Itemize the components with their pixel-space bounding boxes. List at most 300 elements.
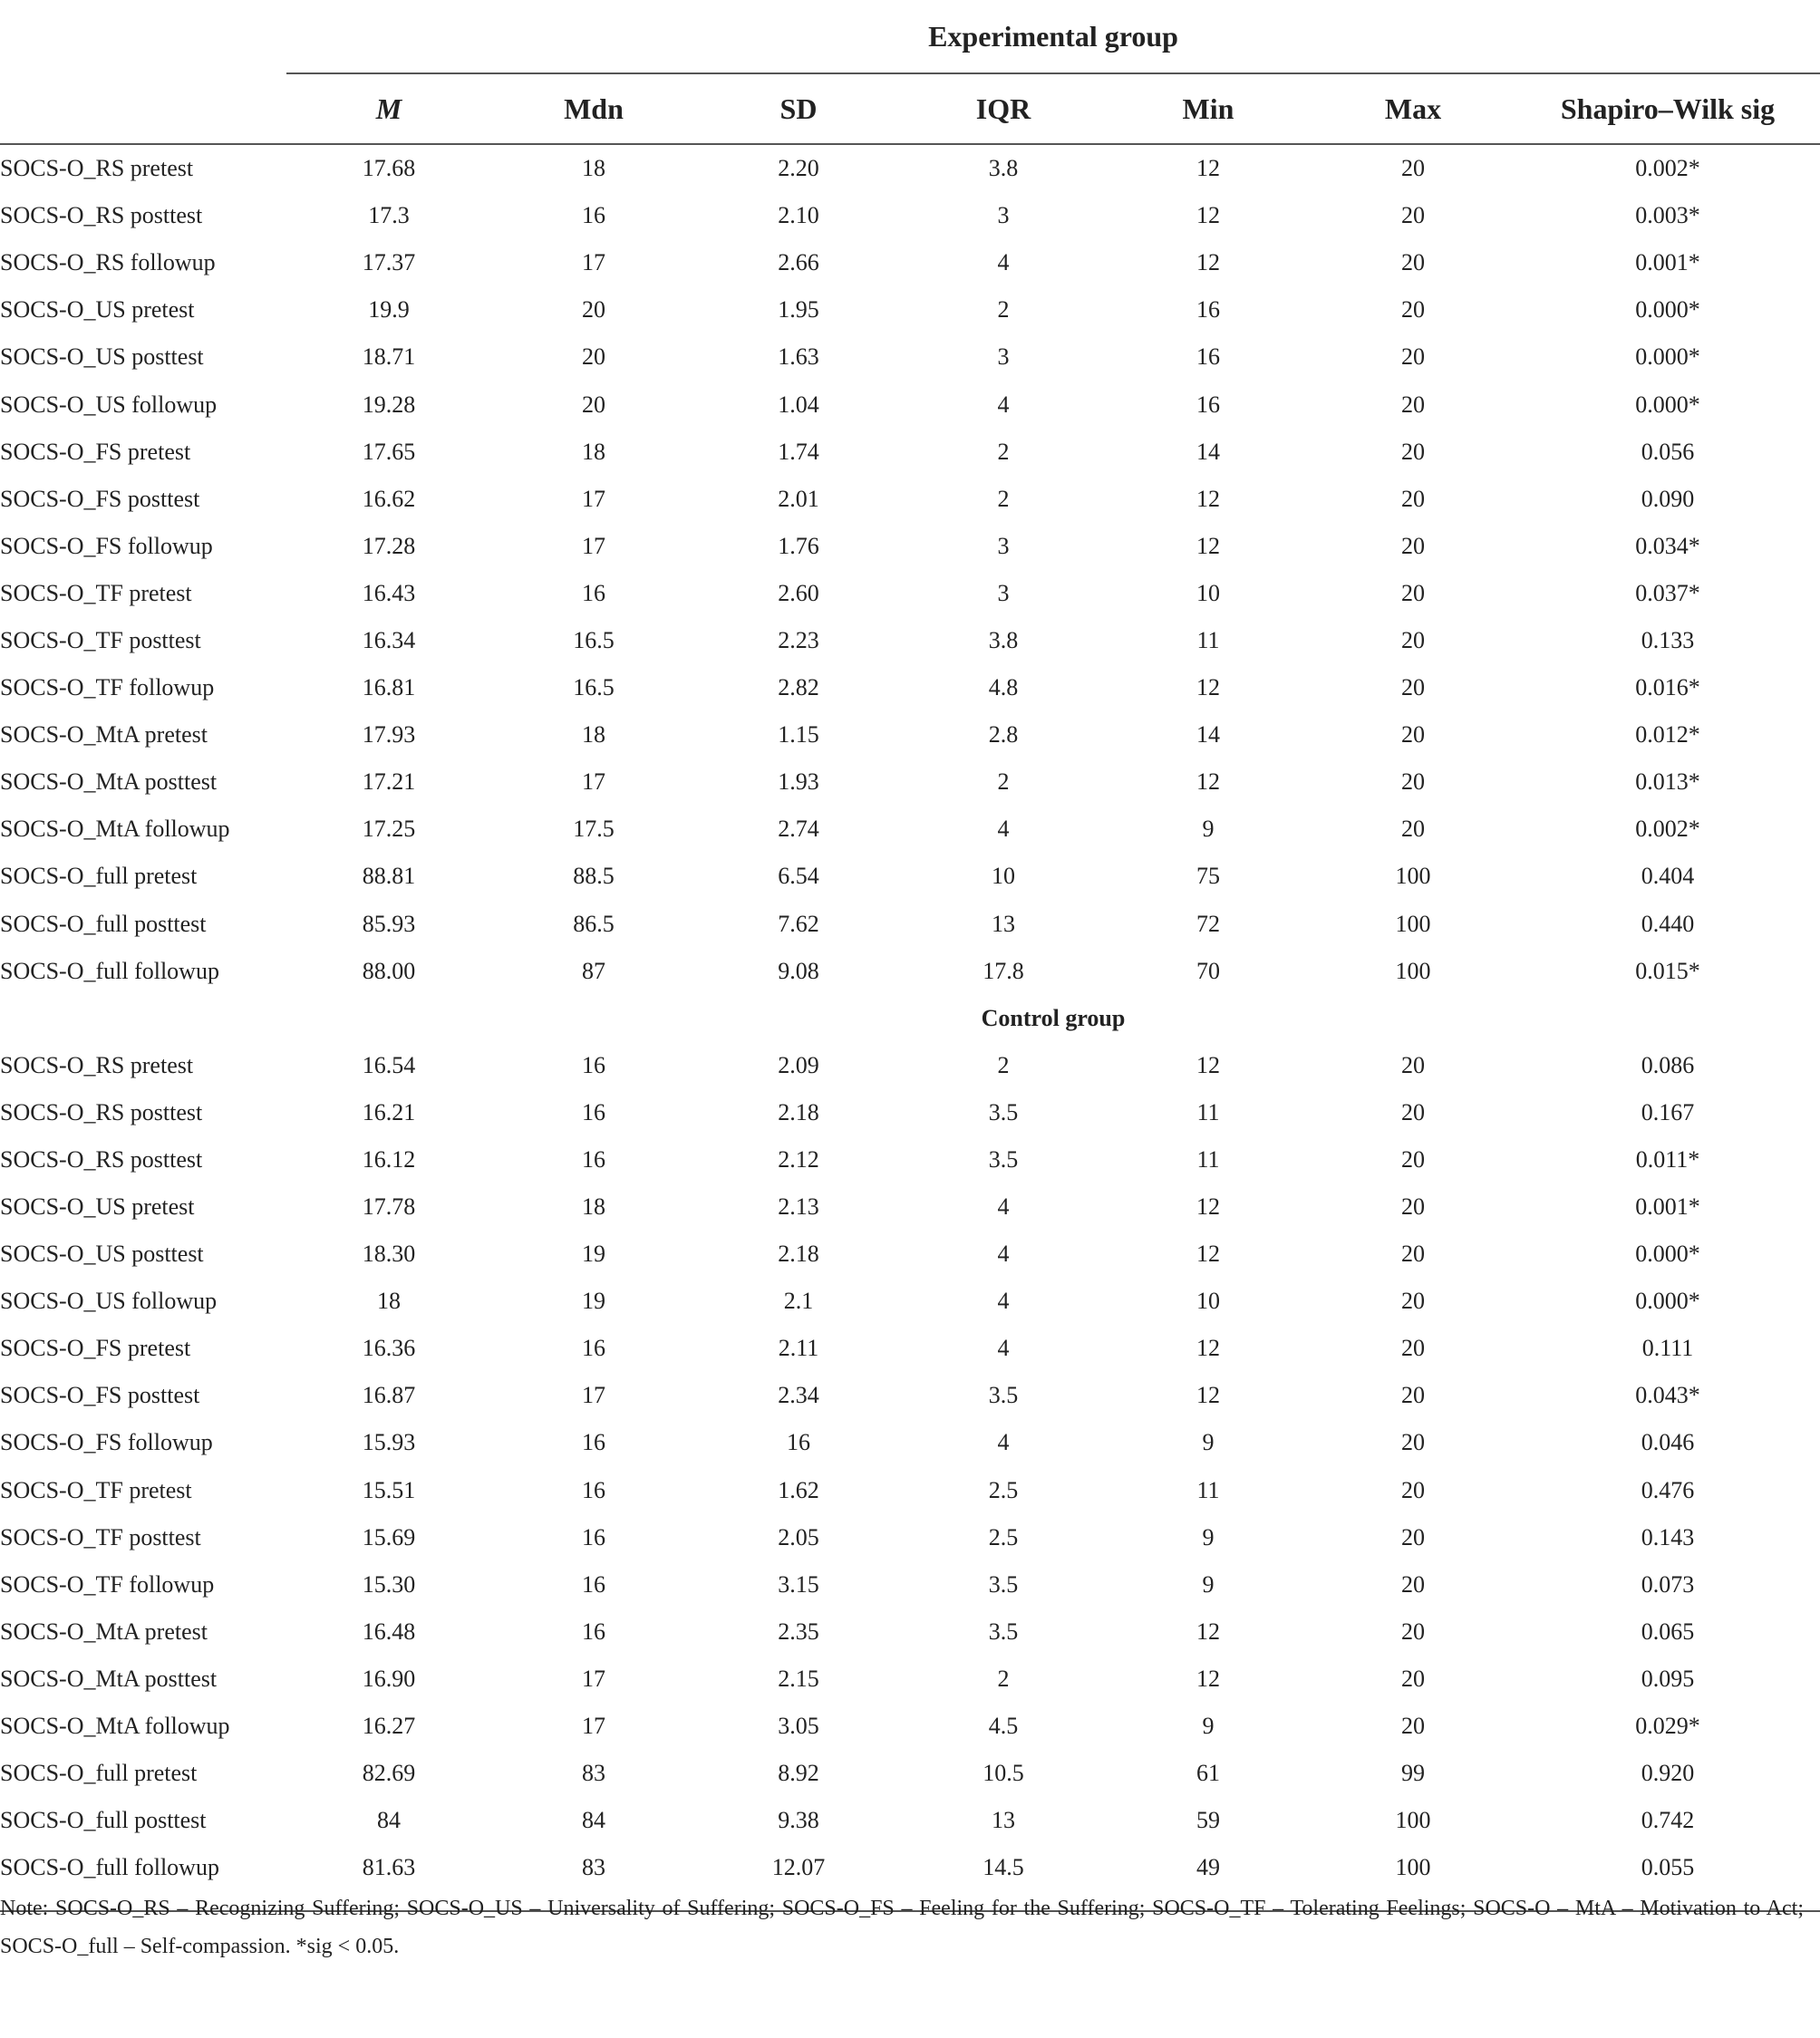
table-cell: 0.000* xyxy=(1635,1288,1700,1315)
table-cell: 12 xyxy=(1196,202,1220,229)
table-cell: 20 xyxy=(1401,155,1425,182)
table-cell: 11 xyxy=(1196,1098,1220,1125)
table-cell: 9.38 xyxy=(778,1807,819,1834)
table-cell: 17 xyxy=(582,532,605,559)
table-cell: 0.056 xyxy=(1641,438,1695,465)
table-cell: 2.12 xyxy=(778,1145,819,1173)
table-cell: 2 xyxy=(997,1665,1010,1692)
row-label: SOCS-O_RS followup xyxy=(0,249,216,276)
table-cell: 2.10 xyxy=(778,202,819,229)
control-group-header-row xyxy=(0,995,1820,1042)
table-cell: 14 xyxy=(1196,438,1220,465)
table-cell: 16.5 xyxy=(573,674,615,701)
table-cell: 83 xyxy=(582,1760,605,1787)
table-cell: 100 xyxy=(1395,863,1431,890)
table-cell: 3.5 xyxy=(988,1570,1019,1598)
table-row xyxy=(0,853,1820,900)
table-cell: 16.34 xyxy=(362,626,416,653)
table-cell: 9 xyxy=(1202,1570,1215,1598)
table-cell: 2.66 xyxy=(778,249,819,276)
table-cell: 1.04 xyxy=(778,391,819,418)
table-cell: 17.37 xyxy=(362,249,416,276)
table-cell: 15.93 xyxy=(362,1429,416,1456)
table-cell: 17.68 xyxy=(362,155,416,182)
table-cell: 17.8 xyxy=(983,957,1024,984)
table-cell: 20 xyxy=(1401,1335,1425,1362)
table-cell: 4 xyxy=(997,1193,1010,1221)
table-cell: 20 xyxy=(1401,1193,1425,1221)
table-cell: 20 xyxy=(582,343,605,371)
table-cell: 82.69 xyxy=(362,1760,416,1787)
table-cell: 1.93 xyxy=(778,768,819,796)
table-row xyxy=(0,144,1820,192)
table-cell: 17 xyxy=(582,768,605,796)
table-cell: 17.65 xyxy=(362,438,416,465)
table-cell: 3.5 xyxy=(988,1145,1019,1173)
table-cell: 2.05 xyxy=(778,1523,819,1550)
table-cell: 3.8 xyxy=(988,626,1019,653)
table-cell: 0.015* xyxy=(1635,957,1700,984)
table-cell: 16 xyxy=(787,1429,810,1456)
table-cell: 20 xyxy=(1401,1429,1425,1456)
table-cell: 20 xyxy=(1401,296,1425,324)
row-label: SOCS-O_FS pretest xyxy=(0,1335,191,1362)
control-group-title: Control group xyxy=(981,1004,1126,1031)
table-cell: 81.63 xyxy=(362,1854,416,1881)
table-cell: 4 xyxy=(997,391,1010,418)
row-label: SOCS-O_RS pretest xyxy=(0,1051,194,1078)
table-row xyxy=(0,1561,1820,1608)
table-cell: 20 xyxy=(1401,532,1425,559)
table-cell: 17.25 xyxy=(362,816,416,843)
table-cell: 2 xyxy=(997,485,1010,512)
table-cell: 17.93 xyxy=(362,721,416,749)
table-cell: 2.8 xyxy=(988,721,1019,749)
table-row xyxy=(0,1419,1820,1466)
table-cell: 17.3 xyxy=(368,202,410,229)
table-cell: 20 xyxy=(1401,485,1425,512)
table-cell: 2.13 xyxy=(778,1193,819,1221)
table-cell: 16 xyxy=(582,1570,605,1598)
table-cell: 16 xyxy=(1196,296,1220,324)
table-cell: 16.5 xyxy=(573,626,615,653)
table-row xyxy=(0,1844,1820,1891)
table-row xyxy=(0,1797,1820,1844)
table-row xyxy=(0,758,1820,806)
experimental-group-body xyxy=(0,144,1820,995)
table-cell: 20 xyxy=(1401,816,1425,843)
row-label: SOCS-O_full followup xyxy=(0,1854,219,1881)
row-label: SOCS-O_TF followup xyxy=(0,674,215,701)
column-header-iqr: IQR xyxy=(901,73,1106,144)
row-label: SOCS-O_TF followup xyxy=(0,1570,215,1598)
table-cell: 16 xyxy=(582,1145,605,1173)
row-label: SOCS-O_RS posttest xyxy=(0,1098,203,1125)
table-row xyxy=(0,948,1820,995)
row-label: SOCS-O_RS posttest xyxy=(0,202,203,229)
column-header-min: Min xyxy=(1106,73,1311,144)
row-label: SOCS-O_full pretest xyxy=(0,1760,198,1787)
table-cell: 75 xyxy=(1196,863,1220,890)
table-cell: 15.69 xyxy=(362,1523,416,1550)
table-cell: 16 xyxy=(582,1051,605,1078)
table-row xyxy=(0,1608,1820,1656)
table-cell: 20 xyxy=(1401,626,1425,653)
table-cell: 49 xyxy=(1196,1854,1220,1881)
group-header-row xyxy=(0,0,1820,73)
table-cell: 0.742 xyxy=(1641,1807,1695,1834)
table-cell: 9 xyxy=(1202,1713,1215,1740)
table-cell: 2.23 xyxy=(778,626,819,653)
table-cell: 3.15 xyxy=(778,1570,819,1598)
table-cell: 4 xyxy=(997,1288,1010,1315)
table-cell: 88.5 xyxy=(573,863,615,890)
row-label: SOCS-O_FS followup xyxy=(0,532,213,559)
table-cell: 3 xyxy=(997,532,1010,559)
table-cell: 7.62 xyxy=(778,910,819,937)
table-cell: 0.046 xyxy=(1641,1429,1695,1456)
table-cell: 17 xyxy=(582,1382,605,1409)
table-row xyxy=(0,901,1820,948)
table-cell: 0.000* xyxy=(1635,296,1700,324)
table-cell: 17 xyxy=(582,249,605,276)
table-cell: 19 xyxy=(582,1288,605,1315)
table-row xyxy=(0,239,1820,286)
table-row xyxy=(0,523,1820,570)
table-cell: 59 xyxy=(1196,1807,1220,1834)
row-label: SOCS-O_US pretest xyxy=(0,296,195,324)
table-cell: 18.71 xyxy=(362,343,416,371)
table-cell: 19.28 xyxy=(362,391,416,418)
table-cell: 2.1 xyxy=(783,1288,814,1315)
table-row xyxy=(0,1089,1820,1136)
table-cell: 16 xyxy=(582,1618,605,1645)
table-cell: 83 xyxy=(582,1854,605,1881)
table-cell: 1.62 xyxy=(778,1476,819,1503)
table-cell: 2.01 xyxy=(778,485,819,512)
table-cell: 0.002* xyxy=(1635,816,1700,843)
table-cell: 10.5 xyxy=(983,1760,1024,1787)
table-cell: 2.5 xyxy=(988,1523,1019,1550)
table-cell: 17.5 xyxy=(573,816,615,843)
table-cell: 2.18 xyxy=(778,1098,819,1125)
table-row xyxy=(0,1042,1820,1089)
table-cell: 9 xyxy=(1202,1429,1215,1456)
table-row xyxy=(0,1231,1820,1278)
row-label: SOCS-O_RS posttest xyxy=(0,1145,203,1173)
table-cell: 0.920 xyxy=(1641,1760,1695,1787)
table-cell: 20 xyxy=(1401,1665,1425,1692)
table-cell: 14 xyxy=(1196,721,1220,749)
table-cell: 2.18 xyxy=(778,1241,819,1268)
control-group-body xyxy=(0,1042,1820,1892)
table-cell: 12 xyxy=(1196,768,1220,796)
row-label-header xyxy=(0,73,286,144)
row-label: SOCS-O_full posttest xyxy=(0,910,207,937)
table-cell: 12 xyxy=(1196,1618,1220,1645)
table-cell: 2 xyxy=(997,296,1010,324)
table-cell: 11 xyxy=(1196,1476,1220,1503)
table-cell: 0.404 xyxy=(1641,863,1695,890)
table-cell: 20 xyxy=(1401,1476,1425,1503)
table-cell: 20 xyxy=(582,391,605,418)
table-cell: 100 xyxy=(1395,957,1431,984)
table-cell: 20 xyxy=(1401,1570,1425,1598)
table-cell: 100 xyxy=(1395,1854,1431,1881)
table-cell: 100 xyxy=(1395,910,1431,937)
table-cell: 61 xyxy=(1196,1760,1220,1787)
table-cell: 17.78 xyxy=(362,1193,416,1221)
table-cell: 18 xyxy=(377,1288,401,1315)
table-cell: 2 xyxy=(997,1051,1010,1078)
table-cell: 9 xyxy=(1202,1523,1215,1550)
table-cell: 16 xyxy=(582,202,605,229)
table-cell: 10 xyxy=(992,863,1015,890)
table-cell: 13 xyxy=(992,1807,1015,1834)
table-cell: 4 xyxy=(997,249,1010,276)
column-header-shapiro-wilk: Shapiro–Wilk sig xyxy=(1515,73,1820,144)
table-cell: 16.27 xyxy=(362,1713,416,1740)
table-cell: 16.62 xyxy=(362,485,416,512)
table-cell: 18 xyxy=(582,155,605,182)
table-cell: 2.09 xyxy=(778,1051,819,1078)
table-cell: 9.08 xyxy=(778,957,819,984)
table-row xyxy=(0,570,1820,617)
table-cell: 16.12 xyxy=(362,1145,416,1173)
table-row xyxy=(0,1325,1820,1372)
table-cell: 17.21 xyxy=(362,768,416,796)
table-row xyxy=(0,476,1820,523)
table-cell: 12 xyxy=(1196,1335,1220,1362)
table-cell: 0.013* xyxy=(1635,768,1700,796)
table-cell: 12 xyxy=(1196,485,1220,512)
row-label: SOCS-O_TF posttest xyxy=(0,626,201,653)
table-cell: 20 xyxy=(1401,1288,1425,1315)
column-header-sd: SD xyxy=(696,73,901,144)
table-cell: 2.82 xyxy=(778,674,819,701)
table-cell: 20 xyxy=(582,296,605,324)
table-cell: 12 xyxy=(1196,1665,1220,1692)
table-cell: 2 xyxy=(997,768,1010,796)
row-label: SOCS-O_FS posttest xyxy=(0,485,200,512)
table-cell: 3.5 xyxy=(988,1098,1019,1125)
table-cell: 4.8 xyxy=(988,674,1019,701)
table-cell: 13 xyxy=(992,910,1015,937)
table-cell: 16.43 xyxy=(362,579,416,606)
table-cell: 16.54 xyxy=(362,1051,416,1078)
table-cell: 87 xyxy=(582,957,605,984)
table-cell: 0.001* xyxy=(1635,1193,1700,1221)
table-row xyxy=(0,429,1820,476)
row-label: SOCS-O_TF pretest xyxy=(0,579,192,606)
table-cell: 0.001* xyxy=(1635,249,1700,276)
table-cell: 4.5 xyxy=(988,1713,1019,1740)
table-cell: 0.011* xyxy=(1635,1145,1700,1173)
row-label: SOCS-O_FS pretest xyxy=(0,438,191,465)
table-row xyxy=(0,1278,1820,1325)
table-row xyxy=(0,1703,1820,1750)
table-cell: 0.167 xyxy=(1641,1098,1695,1125)
table-cell: 16.21 xyxy=(362,1098,416,1125)
table-cell: 16.48 xyxy=(362,1618,416,1645)
table-cell: 12 xyxy=(1196,674,1220,701)
table-cell: 14.5 xyxy=(983,1854,1024,1881)
row-label: SOCS-O_MtA posttest xyxy=(0,1665,218,1692)
table-cell: 0.034* xyxy=(1635,532,1700,559)
table-cell: 20 xyxy=(1401,343,1425,371)
table-cell: 0.476 xyxy=(1641,1476,1695,1503)
table-cell: 84 xyxy=(377,1807,401,1834)
table-row xyxy=(0,1467,1820,1514)
table-cell: 4 xyxy=(997,816,1010,843)
table-cell: 18 xyxy=(582,721,605,749)
table-cell: 0.003* xyxy=(1635,202,1700,229)
table-cell: 17 xyxy=(582,1713,605,1740)
table-cell: 0.029* xyxy=(1635,1713,1700,1740)
table-cell: 0.037* xyxy=(1635,579,1700,606)
table-cell: 2.74 xyxy=(778,816,819,843)
table-cell: 2.20 xyxy=(778,155,819,182)
table-cell: 84 xyxy=(582,1807,605,1834)
column-header-median: Mdn xyxy=(491,73,696,144)
table-cell: 20 xyxy=(1401,1382,1425,1409)
table-cell: 19 xyxy=(582,1241,605,1268)
row-label: SOCS-O_TF posttest xyxy=(0,1523,201,1550)
table-cell: 0.073 xyxy=(1641,1570,1695,1598)
table-row xyxy=(0,1656,1820,1703)
table-row xyxy=(0,333,1820,381)
row-label: SOCS-O_full followup xyxy=(0,957,219,984)
table-cell: 0.000* xyxy=(1635,1241,1700,1268)
table-cell: 88.81 xyxy=(362,863,416,890)
table-cell: 0.055 xyxy=(1641,1854,1695,1881)
table-cell: 0.002* xyxy=(1635,155,1700,182)
table-cell: 20 xyxy=(1401,674,1425,701)
table-cell: 12 xyxy=(1196,1382,1220,1409)
table-cell: 12 xyxy=(1196,532,1220,559)
table-cell: 86.5 xyxy=(573,910,615,937)
table-cell: 3.05 xyxy=(778,1713,819,1740)
table-cell: 99 xyxy=(1401,1760,1425,1787)
table-cell: 3 xyxy=(997,579,1010,606)
table-cell: 4 xyxy=(997,1335,1010,1362)
row-label: SOCS-O_US followup xyxy=(0,391,218,418)
table-cell: 4 xyxy=(997,1241,1010,1268)
table-row xyxy=(0,664,1820,711)
row-label: SOCS-O_US posttest xyxy=(0,343,204,371)
table-cell: 70 xyxy=(1196,957,1220,984)
table-cell: 20 xyxy=(1401,391,1425,418)
table-cell: 88.00 xyxy=(362,957,416,984)
table-cell: 0.133 xyxy=(1641,626,1695,653)
table-row xyxy=(0,806,1820,853)
section-spacer-cell xyxy=(0,995,286,1042)
empty-corner-cell xyxy=(0,0,286,73)
table-cell: 16 xyxy=(582,1429,605,1456)
table-cell: 16.36 xyxy=(362,1335,416,1362)
table-cell: 16 xyxy=(582,1476,605,1503)
table-cell: 20 xyxy=(1401,202,1425,229)
row-label: SOCS-O_TF pretest xyxy=(0,1476,192,1503)
table-cell: 1.95 xyxy=(778,296,819,324)
table-cell: 3 xyxy=(997,343,1010,371)
table-cell: 0.000* xyxy=(1635,343,1700,371)
table-cell: 0.016* xyxy=(1635,674,1700,701)
table-cell: 12 xyxy=(1196,249,1220,276)
table-cell: 4 xyxy=(997,1429,1010,1456)
table-cell: 12 xyxy=(1196,1051,1220,1078)
row-label: SOCS-O_full pretest xyxy=(0,863,198,890)
table-cell: 8.92 xyxy=(778,1760,819,1787)
table-cell: 0.012* xyxy=(1635,721,1700,749)
row-label: SOCS-O_FS posttest xyxy=(0,1382,200,1409)
table-cell: 3 xyxy=(997,202,1010,229)
table-row xyxy=(0,381,1820,428)
table-cell: 3.8 xyxy=(988,155,1019,182)
table-cell: 20 xyxy=(1401,249,1425,276)
table-cell: 0.111 xyxy=(1641,1335,1694,1362)
row-label: SOCS-O_MtA posttest xyxy=(0,768,218,796)
table-cell: 2.5 xyxy=(988,1476,1019,1503)
column-header-mean: M xyxy=(286,73,491,144)
table-cell: 12.07 xyxy=(771,1854,826,1881)
table-cell: 16.90 xyxy=(362,1665,416,1692)
table-cell: 1.74 xyxy=(778,438,819,465)
table-row xyxy=(0,192,1820,239)
table-cell: 20 xyxy=(1401,768,1425,796)
table-cell: 11 xyxy=(1196,1145,1220,1173)
row-label: SOCS-O_MtA pretest xyxy=(0,1618,208,1645)
table-cell: 17 xyxy=(582,485,605,512)
table-cell: 1.15 xyxy=(778,721,819,749)
table-cell: 2.15 xyxy=(778,1665,819,1692)
table-cell: 20 xyxy=(1401,1713,1425,1740)
table-cell: 16 xyxy=(1196,343,1220,371)
table-cell: 0.095 xyxy=(1641,1665,1695,1692)
table-cell: 20 xyxy=(1401,438,1425,465)
table-cell: 0.065 xyxy=(1641,1618,1695,1645)
table-cell: 11 xyxy=(1196,626,1220,653)
experimental-group-title: Experimental group xyxy=(286,0,1820,73)
table-cell: 17.28 xyxy=(362,532,416,559)
table-cell: 0.086 xyxy=(1641,1051,1695,1078)
row-label: SOCS-O_RS pretest xyxy=(0,155,194,182)
control-group-section xyxy=(0,995,1820,1042)
column-header-max: Max xyxy=(1311,73,1515,144)
table-cell: 16 xyxy=(582,1335,605,1362)
table-cell: 2.35 xyxy=(778,1618,819,1645)
row-label: SOCS-O_full posttest xyxy=(0,1807,207,1834)
table-cell: 85.93 xyxy=(362,910,416,937)
table-row xyxy=(0,711,1820,758)
table-cell: 0.090 xyxy=(1641,485,1695,512)
table-cell: 16.81 xyxy=(362,674,416,701)
table-cell: 0.143 xyxy=(1641,1523,1695,1550)
table-row xyxy=(0,1750,1820,1797)
row-label: SOCS-O_US posttest xyxy=(0,1241,204,1268)
table-row xyxy=(0,1514,1820,1561)
table-cell: 100 xyxy=(1395,1807,1431,1834)
table-cell: 0.000* xyxy=(1635,391,1700,418)
table-row xyxy=(0,1183,1820,1231)
row-label: SOCS-O_FS followup xyxy=(0,1429,213,1456)
table-cell: 20 xyxy=(1401,1523,1425,1550)
table-row xyxy=(0,1136,1820,1183)
table-row xyxy=(0,286,1820,333)
row-label: SOCS-O_MtA followup xyxy=(0,1713,230,1740)
table-cell: 12 xyxy=(1196,1193,1220,1221)
table-cell: 20 xyxy=(1401,1051,1425,1078)
